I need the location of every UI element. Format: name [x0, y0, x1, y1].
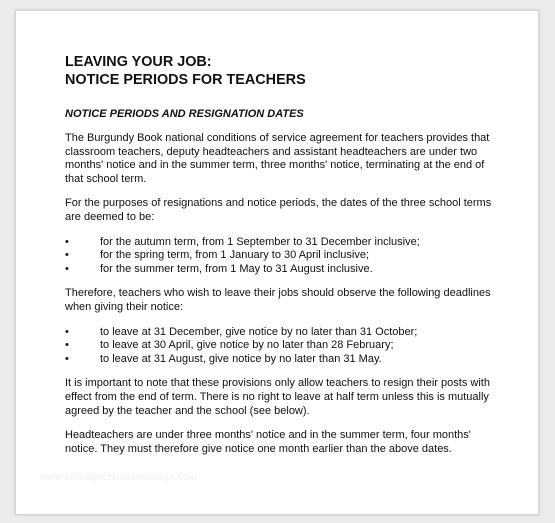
list-item: • for the summer term, from 1 May to 31 August inclusive.: [65, 262, 373, 275]
deadlines-list: [65, 326, 505, 367]
list-item: • to leave at 30 April, give notice by no later than 28 February;: [65, 339, 394, 352]
bullet-icon: •: [65, 249, 69, 262]
title-line-1: LEAVING YOUR JOB:: [65, 54, 212, 70]
deadlines-intro: Therefore, teachers who wish to leave their jobs should observe the following deadlines when giving their notice:: [65, 287, 491, 313]
list-item: • for the autumn term, from 1 September to 31 December inclusive;: [65, 235, 420, 248]
half-term-paragraph: It is important to note that these provisions only allow teachers to resign their posts with effect from the end of term. There is no right to leave at half term unless this is mutually agreed by the teacher and the school (see below).: [65, 377, 490, 417]
list-item: • for the spring term, from 1 January to 30 April inclusive;: [65, 249, 370, 262]
document-page: [15, 10, 539, 515]
document-title: [65, 53, 505, 89]
list-item: • to leave at 31 December, give notice by no later than 31 October;: [65, 325, 418, 338]
headteachers-paragraph: Headteachers are under three months' notice and in the summer term, four months' notice. They must therefore give notice one month earlier than the above dates.: [65, 429, 471, 455]
document-content: [65, 53, 505, 467]
bullet-icon: •: [65, 235, 69, 248]
bullet-icon: •: [65, 262, 69, 275]
bullet-icon: •: [65, 325, 69, 338]
term-dates-list: [65, 236, 505, 277]
intro-paragraph: The Burgundy Book national conditions of service agreement for teachers provides that classroom teachers, deputy headteachers and assistant headteachers are under two months' notice and in the summer term, three months' notice, terminating at the end of that school term.: [65, 132, 490, 185]
list-item: • to leave at 31 August, give notice by no later than 31 May.: [65, 352, 382, 365]
watermark: www.heritagechristiancollege.com: [40, 472, 198, 483]
bullet-icon: •: [65, 352, 69, 365]
section-subheading: NOTICE PERIODS AND RESIGNATION DATES: [65, 108, 304, 120]
title-line-2: NOTICE PERIODS FOR TEACHERS: [65, 72, 306, 88]
term-dates-intro: For the purposes of resignations and notice periods, the dates of the three school terms are deemed to be:: [65, 197, 492, 223]
bullet-icon: •: [65, 339, 69, 352]
